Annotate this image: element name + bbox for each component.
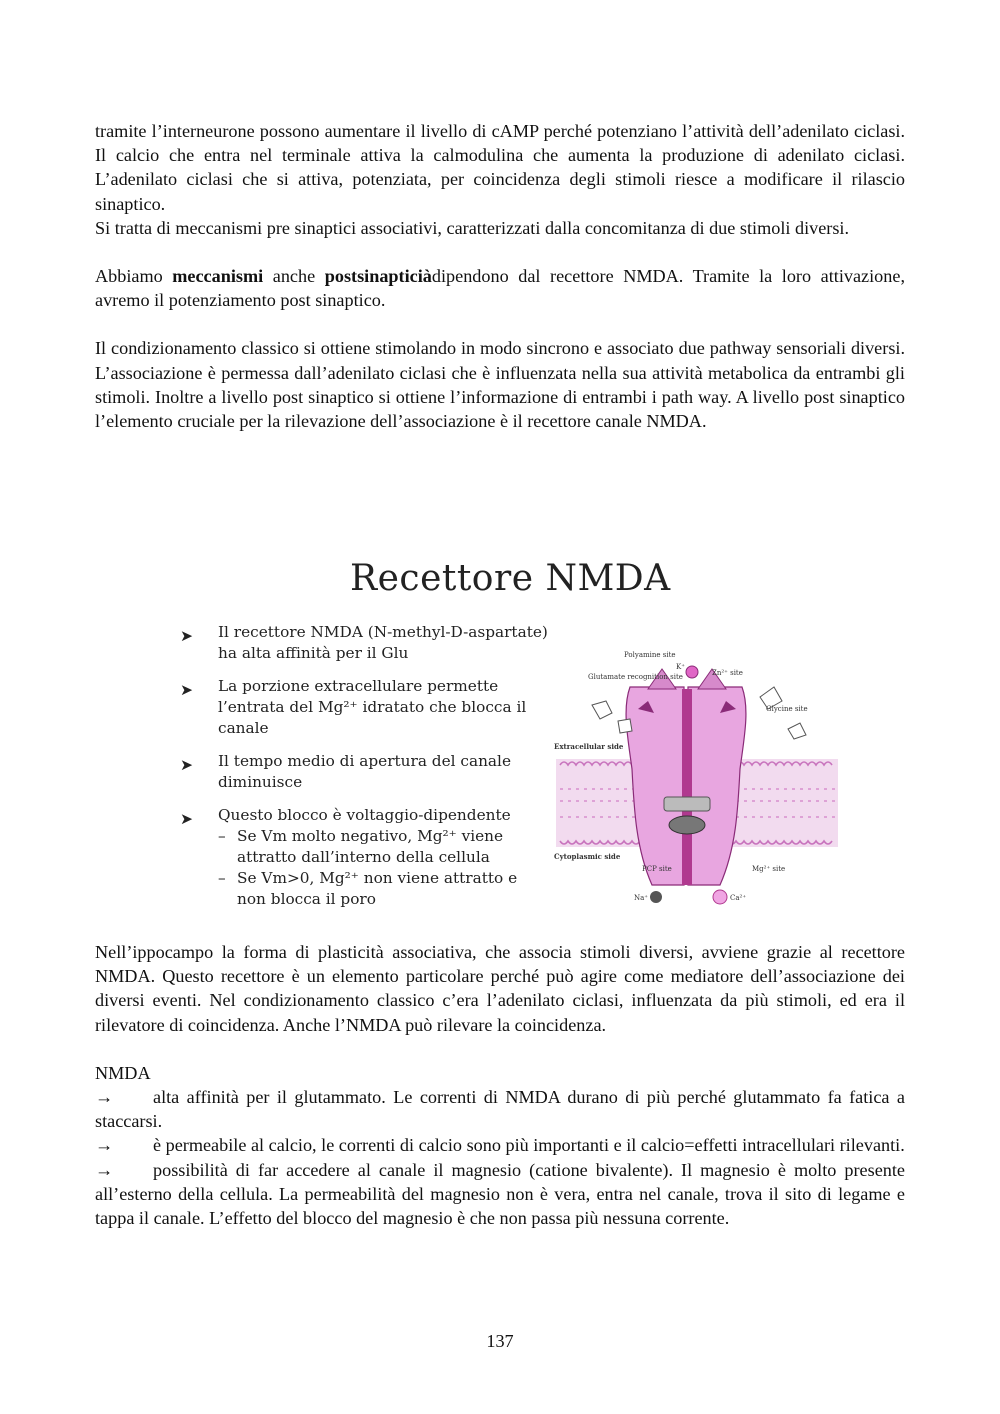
- figure-bullet: ➤ Il tempo medio di apertura del canale diminuisce: [180, 752, 512, 791]
- arrowhead-icon: ➤: [180, 756, 193, 774]
- paragraph-5: Nell’ippocampo la forma di plasticità associativa, che associa stimoli diversi, avviene grazie al recettore NMDA. Questo recettore è un elemento particolare perché può agire come mediatore dell’associazione dei diversi eventi. Nel condizionamento classico c’era l’adenilato ciclasi, influenzata da più stimoli, ed era il rilevatore di coincidenza. Anche l’NMDA può rilevare la coincidenza.: [95, 942, 905, 1035]
- arrowhead-icon: ➤: [180, 681, 193, 699]
- receptor-subunit-left: [626, 687, 684, 885]
- figure-bullet: ➤ Il recettore NMDA (N-methyl-D-aspartate) ha alta affinità per il Glu: [180, 623, 548, 662]
- figure-bullet: ➤ Questo blocco è voltaggio-dipendente: [180, 806, 511, 828]
- label-cytoplasmic-side: Cytoplasmic side: [554, 852, 621, 861]
- ligand-icon: [788, 723, 806, 739]
- k-ion: [686, 666, 698, 678]
- na-ion: [650, 891, 662, 903]
- paragraph-3: Abbiamo meccanismi anche postsinapticiàdipendono dal recettore NMDA. Tramite la loro attivazione, avremo il potenziamento post sinaptico.: [95, 266, 905, 311]
- nmda-point-1: → alta affinità per il glutammato. Le correnti di NMDA durano di più perché glutammato fa fatica a staccarsi.: [95, 1087, 905, 1132]
- figure-sub-bullet: – Se Vm molto negativo, Mg²⁺ viene attratto dall’interno della cellula: [218, 827, 504, 866]
- receptor-subunit-right: [688, 687, 746, 885]
- label-glycine-site: Glycine site: [766, 705, 808, 713]
- mg-ion: [669, 816, 705, 834]
- glutamate-ligand-icon: [592, 701, 612, 719]
- label-zn-site: Zn²⁺ site: [712, 669, 743, 677]
- arrowhead-icon: ➤: [180, 810, 193, 828]
- ion-channel-pore: [682, 689, 692, 885]
- paragraph-2: Si tratta di meccanismi pre sinaptici associativi, caratterizzati dalla concomitanza di due stimoli diversi.: [95, 217, 850, 238]
- label-extracellular-side: Extracellular side: [554, 742, 624, 751]
- nmda-point-2: → è permeabile al calcio, le correnti di calcio sono più importanti e il calcio=effetti intracellulari rilevanti.: [95, 1135, 905, 1156]
- label-mg-site: Mg²⁺ site: [752, 865, 786, 873]
- label-pcp-site: PCP site: [642, 865, 672, 873]
- page-number: 137: [486, 1331, 514, 1351]
- figure-bullet: ➤ La porzione extracellulare permette l’entrata del Mg²⁺ idratato che blocca il canale: [180, 677, 527, 737]
- ca-ion: [713, 890, 727, 904]
- ligand-icon: [618, 719, 632, 733]
- page-body-lower: [95, 940, 905, 1230]
- arrowhead-icon: ➤: [180, 627, 193, 645]
- figure-title: Recettore NMDA: [350, 558, 671, 599]
- nmda-point-3: → possibilità di far accedere al canale il magnesio (catione bivalente). Il magnesio è molto presente all’esterno della cellula. La permeabilità del magnesio non è vera, entra nel canale, trova il sito di legame e tappa il canale. L’effetto del blocco del magnesio è che non passa più nessuna corrente.: [95, 1159, 905, 1229]
- label-na: Na⁺: [634, 894, 648, 902]
- paragraph-1: tramite l’interneurone possono aumentare il livello di cAMP perché potenziano l’attività dell’adenilato ciclasi. Il calcio che entra nel terminale attiva la calmodulina che aumenta la produzione di adenilato ciclasi. L’adenilato ciclasi che si attiva, potenziata, per coincidenza degli stimoli riesce a modificare il rilascio sinaptico.: [95, 121, 905, 214]
- label-glutamate-site: Glutamate recognition site: [588, 673, 683, 681]
- nmda-heading: NMDA: [95, 1062, 151, 1083]
- nmda-receptor-diagram: [552, 649, 842, 919]
- figure-bullet-list: [180, 622, 550, 910]
- label-ca: Ca²⁺: [730, 894, 747, 902]
- paragraph-4: Il condizionamento classico si ottiene stimolando in modo sincrono e associato due pathway sensoriali diversi. L’associazione è permessa dall’adenilato ciclasi che è influenzata nella sua attività metabolica da entrambi gli stimoli. Inoltre a livello post sinaptico si ottiene l’informazione di entrambi i path way. A livello post sinaptico l’elemento cruciale per la rilevazione dell’associazione è il recettore canale NMDA.: [95, 338, 905, 432]
- label-k: K⁺: [676, 663, 685, 671]
- label-polyamine-site: Polyamine site: [624, 651, 676, 659]
- page-body: [95, 119, 905, 433]
- figure-sub-bullet: – Se Vm>0, Mg²⁺ non viene attratto e non blocca il poro: [218, 869, 518, 908]
- nmda-figure: [160, 554, 842, 934]
- channel-constriction: [664, 797, 710, 811]
